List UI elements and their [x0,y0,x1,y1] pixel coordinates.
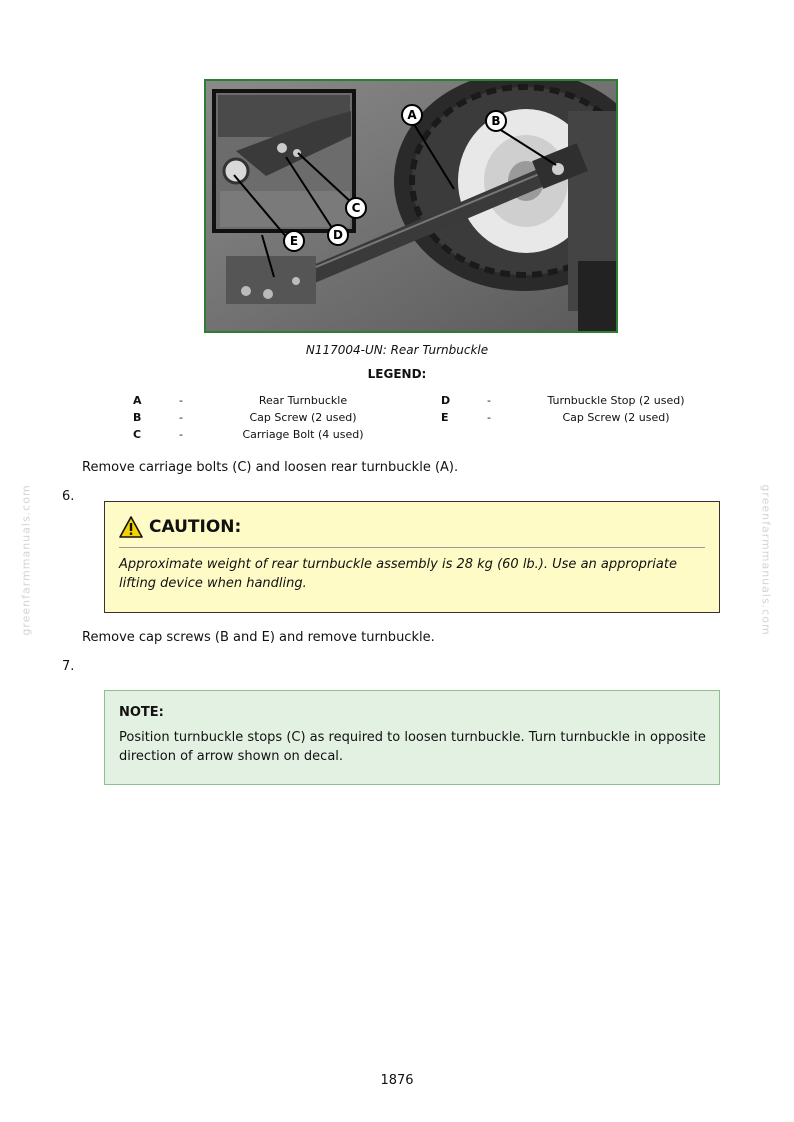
legend-value: Rear Turnbuckle [258,394,348,407]
legend-left-column [133,394,383,445]
svg-text:B: B [491,114,501,128]
callout-c [346,198,366,218]
step-6-number: 6. [62,489,75,504]
rear-turnbuckle-illustration [206,81,616,331]
watermark-right: greenfarmmanuals.com [759,484,773,636]
caution-header [119,514,241,540]
legend-key: E [441,411,449,424]
intro-instruction: Remove carriage bolts (C) and loosen rear turnbuckle (A). [82,460,459,475]
figure-caption: N117004-UN: Rear Turnbuckle [305,343,489,357]
svg-text:C: C [351,201,361,215]
legend-value: Cap Screw (2 used) [562,411,670,424]
caution-title: CAUTION: [149,517,242,537]
warning-triangle-icon [119,516,143,538]
svg-text:A: A [407,108,417,122]
caution-text: Approximate weight of rear turnbuckle assembly is 28 kg (60 lb.). Use an appropriate lifting device when handling. [119,557,677,591]
legend-right-column [441,394,701,428]
note-title: NOTE: [119,705,164,720]
step-6-instruction: Remove cap screws (B and E) and remove turnbuckle. [82,630,435,645]
legend-key: A [133,394,142,407]
legend-key: B [133,411,142,424]
legend-dash: - [487,411,491,424]
legend-value: Cap Screw (2 used) [249,411,357,424]
legend-value: Carriage Bolt (4 used) [242,428,364,441]
watermark-left: greenfarmmanuals.com [19,484,33,636]
step-7-number: 7. [62,659,75,674]
legend-key: C [133,428,142,441]
legend-dash: - [179,411,183,424]
callout-a [402,105,422,125]
note-box [104,690,720,785]
legend-dash: - [179,394,183,407]
callout-d [328,225,348,245]
legend-dash: - [179,428,183,441]
legend-row [133,428,383,445]
caution-divider [119,547,705,548]
page-number: 1876 [380,1073,414,1088]
rear-turnbuckle-figure [204,79,618,333]
callout-b [486,111,506,131]
legend-row [441,394,701,411]
svg-text:D: D [333,228,343,242]
note-text: Position turnbuckle stops (C) as required to loosen turnbuckle. Turn turnbuckle in opposite direction of arrow shown on decal. [119,730,706,764]
callout-e [284,231,304,251]
legend-row [133,411,383,428]
svg-text:E: E [289,234,299,248]
legend-row [441,411,701,428]
legend-value: Turnbuckle Stop (2 used) [547,394,685,407]
caution-box [104,501,720,613]
legend-title: LEGEND: [367,367,427,381]
legend-key: D [441,394,451,407]
legend-row [133,394,383,411]
legend-dash: - [487,394,491,407]
